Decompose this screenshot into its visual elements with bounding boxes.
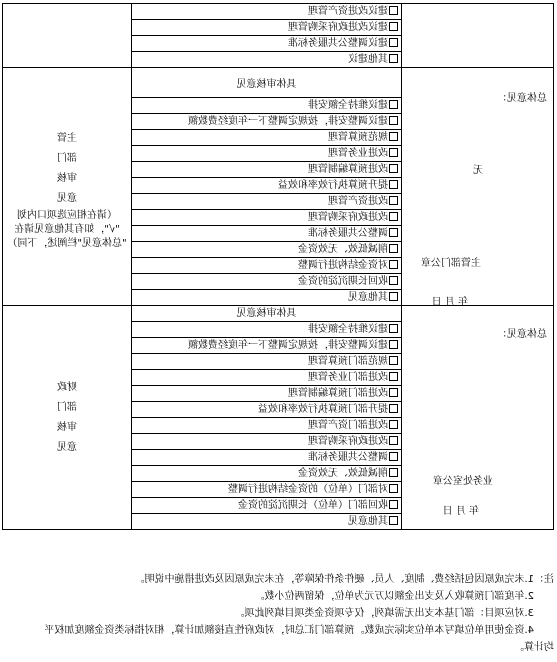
note-line: 3.对应项目：部门基本支出无需填列，仅专项资金类项目填列此项。 bbox=[234, 608, 534, 619]
option-row[interactable]: 建议调整安排，按规定调整下一年度经费数额 bbox=[132, 338, 402, 354]
title-line: 意见 bbox=[57, 441, 77, 453]
option-row[interactable]: 改进资产管理 bbox=[132, 194, 402, 210]
note-line: （请在相应选项口内划 bbox=[17, 209, 117, 221]
zhuguan-overall-cell bbox=[402, 68, 554, 306]
title-line: 部门 bbox=[57, 152, 77, 164]
option-row[interactable]: 削减低效、无效资金 bbox=[132, 242, 402, 258]
checkbox[interactable] bbox=[389, 420, 398, 429]
seal-label: 主管部门公章 bbox=[421, 258, 481, 269]
overall-label: 总体意见： bbox=[497, 93, 547, 104]
checkbox[interactable] bbox=[389, 100, 398, 109]
option-row[interactable]: 提升预算执行效率和效益 bbox=[132, 178, 402, 194]
sub-header: 具体审核意见 bbox=[132, 306, 402, 322]
option-row[interactable]: 建议维持全额安排 bbox=[132, 322, 402, 338]
checkbox[interactable] bbox=[389, 516, 398, 525]
checkbox[interactable] bbox=[389, 148, 398, 157]
option-row[interactable]: 其他意见 bbox=[132, 290, 402, 306]
note-line: 均计算。 bbox=[514, 642, 554, 653]
option-row[interactable]: 调整公共服务标准 bbox=[132, 226, 402, 242]
footnotes bbox=[3, 571, 554, 656]
checkbox[interactable] bbox=[389, 324, 398, 333]
option-row[interactable]: 建议调整公共服务标准 bbox=[132, 36, 402, 52]
option-row[interactable]: 其他意见 bbox=[132, 514, 402, 530]
option-row[interactable]: 对资金结构进行调整 bbox=[132, 258, 402, 274]
checkbox[interactable] bbox=[389, 276, 398, 285]
option-row[interactable]: 建议维持全额安排 bbox=[132, 98, 402, 114]
option-row[interactable]: 改进政府采购管理 bbox=[132, 210, 402, 226]
option-row[interactable]: 规范预算管理 bbox=[132, 130, 402, 146]
sub-header: 具体审核意见 bbox=[132, 68, 402, 98]
note-line: "√"，如有其他意见请在 bbox=[14, 223, 120, 235]
option-row[interactable]: 改进业务管理 bbox=[132, 146, 402, 162]
checkbox[interactable] bbox=[389, 484, 398, 493]
option-row[interactable]: 改进部门资产管理 bbox=[132, 418, 402, 434]
title-line: 财政 bbox=[57, 381, 77, 393]
checkbox[interactable] bbox=[389, 436, 398, 445]
option-row[interactable]: 削减低效、无效资金 bbox=[132, 466, 402, 482]
title-line: 意见 bbox=[57, 192, 77, 204]
date-label: 年 月 日 bbox=[442, 506, 479, 517]
option-row[interactable]: 改进部门预算编制管理 bbox=[132, 386, 402, 402]
checkbox[interactable] bbox=[389, 132, 398, 141]
checkbox[interactable] bbox=[389, 22, 398, 31]
option-row[interactable]: 改进政府采购管理 bbox=[132, 434, 402, 450]
option-row[interactable]: 建议改进政府采购管理 bbox=[132, 20, 402, 36]
title-line: 主管 bbox=[57, 132, 77, 144]
checkbox[interactable] bbox=[389, 180, 398, 189]
option-row[interactable]: 提升部门预算执行效率和效益 bbox=[132, 402, 402, 418]
note-line: 注：1.未完成原因包括经费、制度、人员、硬件条件保障等，在未完成原因及改进措施中说明。 bbox=[134, 574, 554, 585]
checkbox[interactable] bbox=[389, 244, 398, 253]
checkbox[interactable] bbox=[389, 356, 398, 365]
overall-value: 无 bbox=[473, 165, 483, 176]
checkbox[interactable] bbox=[389, 452, 398, 461]
checkbox[interactable] bbox=[389, 116, 398, 125]
title-line: 部门 bbox=[57, 401, 77, 413]
date-label: 年 月 日 bbox=[431, 297, 468, 308]
zhuguan-title-cell bbox=[3, 68, 132, 306]
checkbox[interactable] bbox=[389, 292, 398, 301]
checkbox[interactable] bbox=[389, 196, 398, 205]
checkbox[interactable] bbox=[389, 388, 398, 397]
checkbox[interactable] bbox=[389, 404, 398, 413]
checkbox[interactable] bbox=[389, 260, 398, 269]
option-row[interactable]: 调整公共服务标准 bbox=[132, 450, 402, 466]
checkbox[interactable] bbox=[389, 468, 398, 477]
seal-label: 业务处室公章 bbox=[433, 476, 493, 487]
checkbox[interactable] bbox=[389, 6, 398, 15]
checkbox[interactable] bbox=[389, 212, 398, 221]
caizheng-overall-cell bbox=[402, 306, 554, 530]
checkbox[interactable] bbox=[389, 500, 398, 509]
checkbox[interactable] bbox=[389, 372, 398, 381]
note-line: "总体意见"栏阐述，下同） bbox=[7, 237, 127, 249]
option-row[interactable]: 收回长期沉淀的资金 bbox=[132, 274, 402, 290]
option-row[interactable]: 建议调整安排，按规定调整下一年度经费数额 bbox=[132, 114, 402, 130]
option-row[interactable]: 收回部门（单位）长期沉淀的资金 bbox=[132, 498, 402, 514]
option-row[interactable]: 改进部门业务管理 bbox=[132, 370, 402, 386]
option-row[interactable]: 改进预算编制管理 bbox=[132, 162, 402, 178]
checkbox[interactable] bbox=[389, 340, 398, 349]
overall-label: 总体意见： bbox=[497, 329, 547, 340]
checkbox[interactable] bbox=[389, 38, 398, 47]
top-right-blank bbox=[3, 4, 132, 68]
top-left-blank bbox=[402, 4, 554, 68]
checkbox[interactable] bbox=[389, 164, 398, 173]
option-row[interactable]: 对部门（单位）的资金结构进行调整 bbox=[132, 482, 402, 498]
checkbox[interactable] bbox=[389, 54, 398, 63]
option-row[interactable]: 其他建议 bbox=[132, 52, 402, 68]
caizheng-title-cell bbox=[3, 306, 132, 530]
note-line: 4.资金使用单位填写本单位实际完成数。预算部门汇总时，对政府性直接额加计算，相对指标类资金额度加权平 bbox=[44, 625, 534, 636]
review-form-table bbox=[2, 3, 554, 530]
note-line: 2.年度部门预算收入及支出金额以万元为单位，保留两位小数。 bbox=[254, 591, 534, 602]
checkbox[interactable] bbox=[389, 228, 398, 237]
title-line: 审核 bbox=[57, 172, 77, 184]
option-row[interactable]: 建议改进资产管理 bbox=[132, 4, 402, 20]
option-row[interactable]: 规范部门预算管理 bbox=[132, 354, 402, 370]
title-line: 审核 bbox=[57, 421, 77, 433]
